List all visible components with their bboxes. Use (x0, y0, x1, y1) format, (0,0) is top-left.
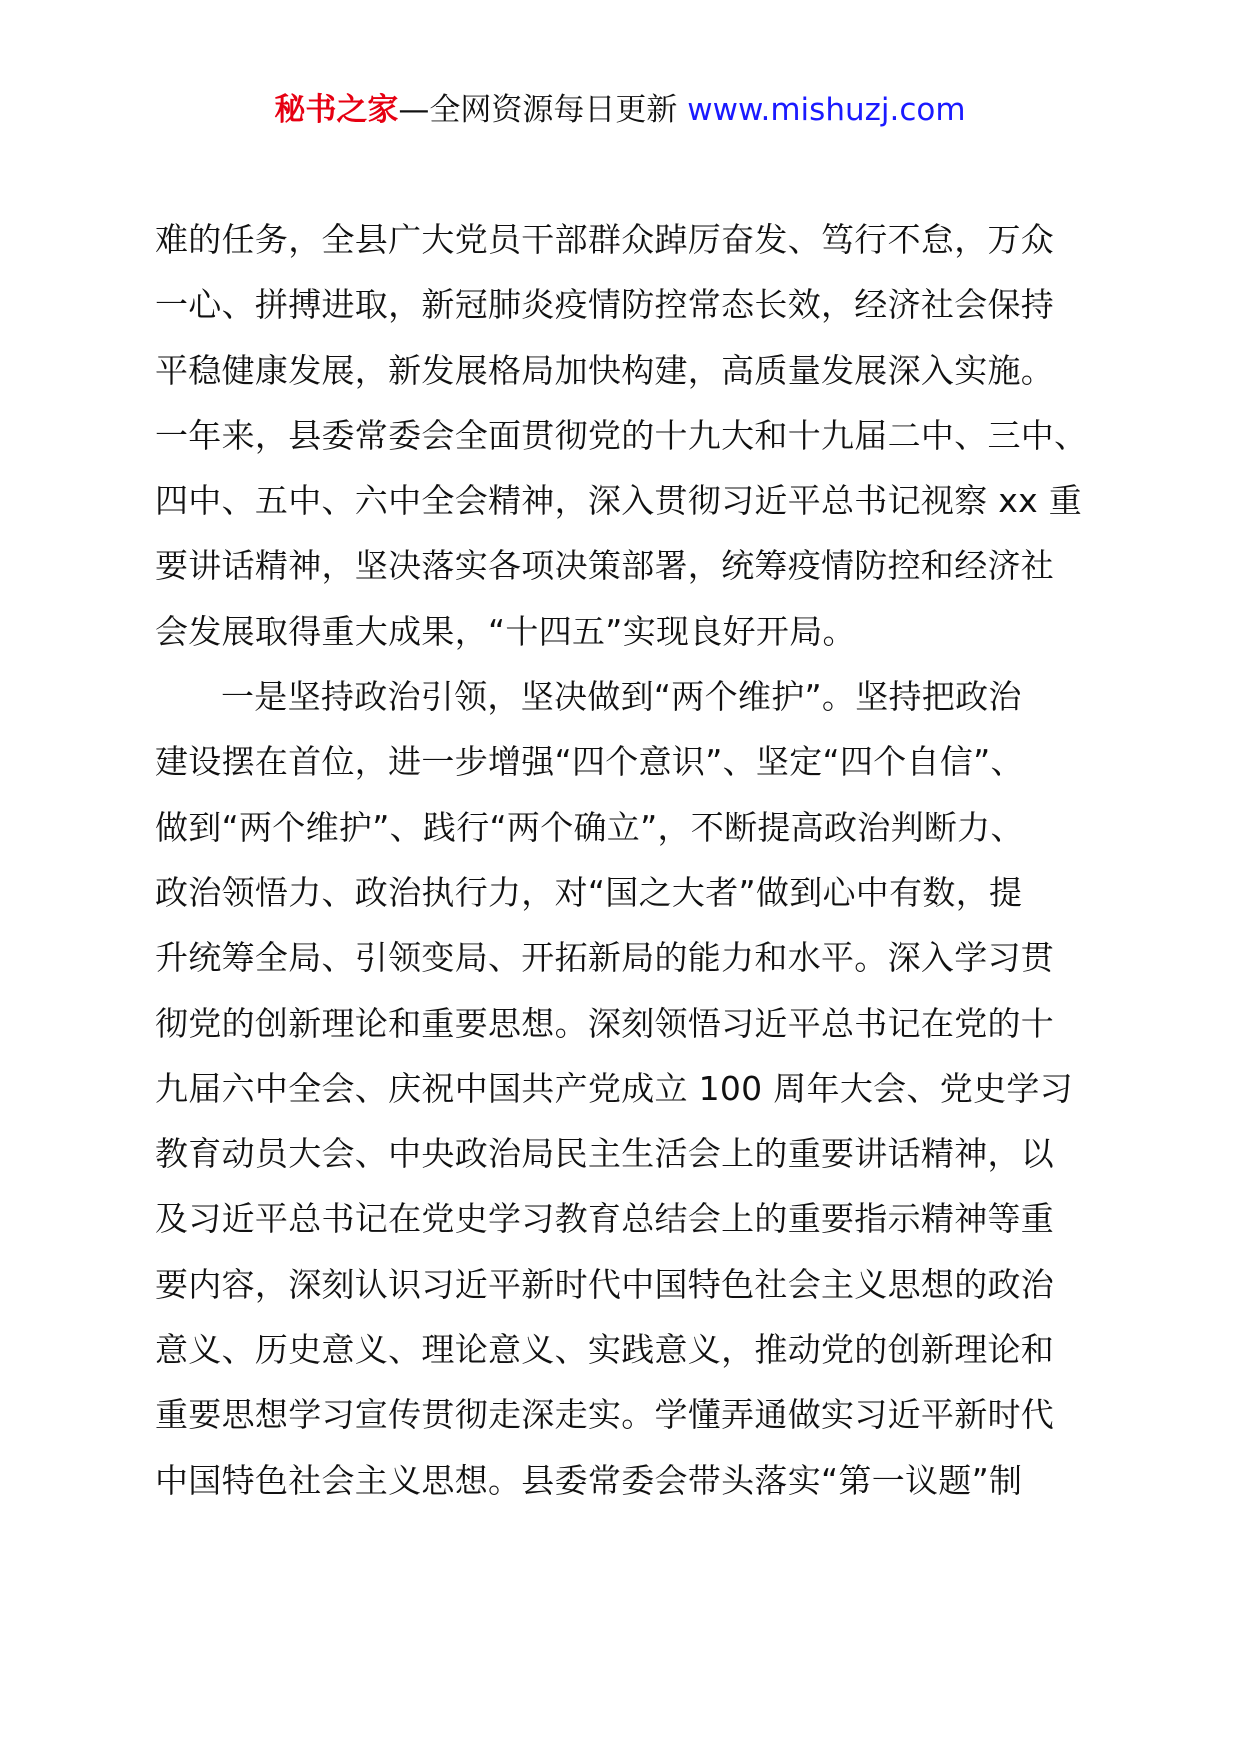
site-url-link[interactable]: www.mishuzj.com (687, 92, 966, 128)
text-line: 九届六中全会、庆祝中国共产党成立 100 周年大会、党史学习 (155, 1068, 1073, 1108)
text-line: 要内容，深刻认识习近平新时代中国特色社会主义思想的政治 (155, 1264, 1055, 1304)
text-line: 一年来，县委常委会全面贯彻党的十九大和十九届二中、三中、 (155, 415, 1088, 455)
text-line: 四中、五中、六中全会精神，深入贯彻习近平总书记视察 xx 重 (155, 481, 1083, 521)
text-line: 平稳健康发展，新发展格局加快构建，高质量发展深入实施。 (155, 350, 1055, 390)
document-body (155, 218, 1095, 1524)
text-line: 做到“两个维护”、践行“两个确立”，不断提高政治判断力、 (155, 807, 1024, 847)
text-line: 中国特色社会主义思想。县委常委会带头落实“第一议题”制 (155, 1460, 1023, 1500)
page-header (0, 88, 1240, 132)
text-line: 彻党的创新理论和重要思想。深刻领悟习近平总书记在党的十 (155, 1003, 1055, 1043)
header-tagline: —全网资源每日更新 (398, 92, 688, 128)
text-line: 升统筹全局、引领变局、开拓新局的能力和水平。深入学习贯 (155, 938, 1055, 978)
text-line: 要讲话精神，坚决落实各项决策部署，统筹疫情防控和经济社 (155, 546, 1055, 586)
text-line: 一心、拼搏进取，新冠肺炎疫情防控常态长效，经济社会保持 (155, 285, 1055, 325)
text-line: 难的任务，全县广大党员干部群众踔厉奋发、笃行不怠，万众 (155, 220, 1055, 259)
text-line: 重要思想学习宣传贯彻走深走实。学懂弄通做实习近平新时代 (155, 1395, 1055, 1435)
text-line: 及习近平总书记在党史学习教育总结会上的重要指示精神等重 (155, 1199, 1055, 1239)
text-line: 会发展取得重大成果，“十四五”实现良好开局。 (155, 611, 856, 651)
text-line: 政治领悟力、政治执行力，对“国之大者”做到心中有数，提 (155, 872, 1023, 912)
text-line: 意义、历史意义、理论意义、实践意义，推动党的创新理论和 (155, 1330, 1055, 1370)
text-line: 教育动员大会、中央政治局民主生活会上的重要讲话精神，以 (155, 1134, 1055, 1174)
text-line: 建设摆在首位，进一步增强“四个意识”、坚定“四个自信”、 (155, 742, 1024, 782)
paragraph-start-line: 一是坚持政治引领，坚决做到“两个维护”。坚持把政治 (221, 677, 1022, 717)
brand-name: 秘书之家 (274, 92, 399, 128)
